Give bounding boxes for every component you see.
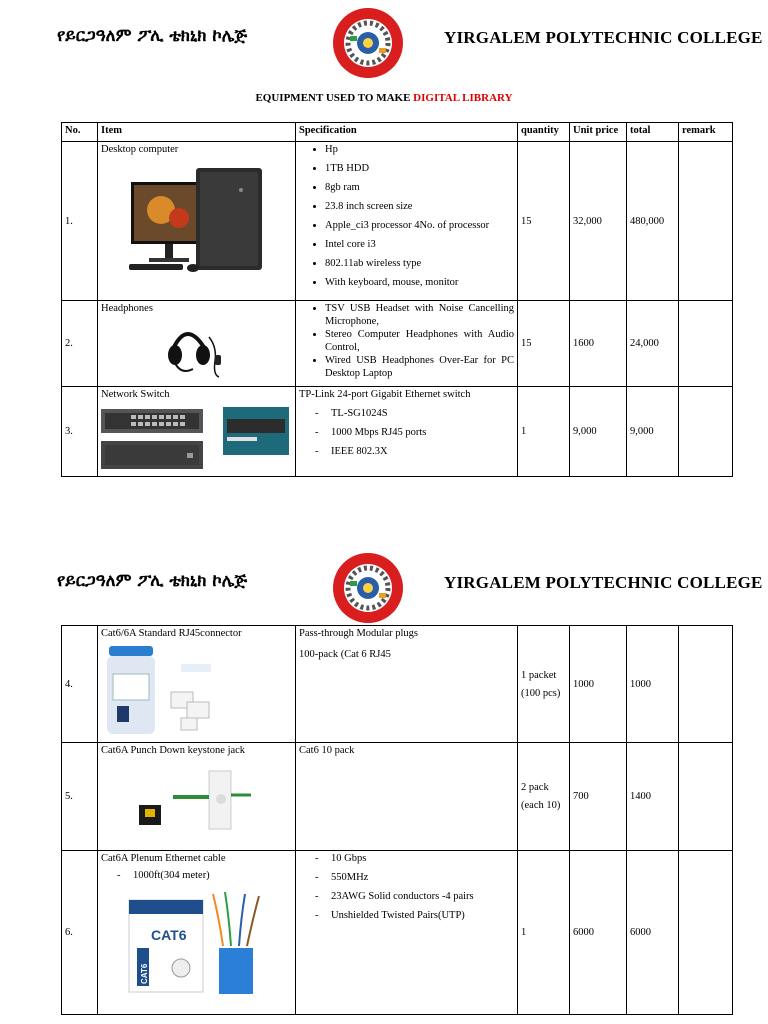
total-cell: 6000 <box>627 851 679 1015</box>
row-number: 5. <box>62 743 98 851</box>
college-logo <box>330 6 406 80</box>
college-name-english: YIRGALEM POLYTECHNIC COLLEGE <box>444 28 763 47</box>
col-header-remark: remark <box>679 123 733 142</box>
remark-cell <box>679 851 733 1015</box>
item-name: Cat6/6A Standard RJ45connector <box>101 628 242 639</box>
college-logo <box>330 551 406 625</box>
spec-item-text: Unshielded Twisted Pairs(UTP) <box>331 910 465 921</box>
quantity-cell: 15 <box>518 301 570 387</box>
specification-cell <box>296 387 518 477</box>
unit-price-cell: 1000 <box>570 626 627 743</box>
spec-item-text: 550MHz <box>331 872 369 883</box>
spec-item: • 1TB HDD <box>325 162 514 175</box>
spec-item <box>315 871 514 884</box>
rj45-connector-image <box>101 644 221 736</box>
spec-item: • 23.8 inch screen size <box>325 200 514 213</box>
unit-price-cell: 1600 <box>570 301 627 387</box>
spec-item-text: 10 Gbps <box>331 853 367 864</box>
spec-item <box>315 426 514 439</box>
table-row <box>62 387 733 477</box>
college-name-english: YIRGALEM POLYTECHNIC COLLEGE <box>444 573 763 592</box>
equipment-table-2 <box>61 625 733 1015</box>
col-header-no: No. <box>62 123 98 142</box>
row-number: 6. <box>62 851 98 1015</box>
cat6-box-label: CAT6 <box>151 927 187 943</box>
item-cell <box>98 851 296 1015</box>
quantity-cell <box>518 626 570 743</box>
row-number: 2. <box>62 301 98 387</box>
table-row <box>62 626 733 743</box>
spec-item-text: IEEE 802.3X <box>331 446 388 457</box>
quantity-line: (each 10) <box>521 800 561 811</box>
quantity-line: 2 pack <box>521 782 549 793</box>
unit-price-cell: 9,000 <box>570 387 627 477</box>
remark-cell <box>679 743 733 851</box>
spec-item: • Hp <box>325 143 514 156</box>
col-header-specification: Specification <box>296 123 518 142</box>
specification-cell <box>296 851 518 1015</box>
total-cell: 1000 <box>627 626 679 743</box>
col-header-quantity: quantity <box>518 123 570 142</box>
keystone-jack-image <box>101 767 271 849</box>
page-title <box>0 92 768 104</box>
spec-title: TP-Link 24-port Gigabit Ethernet switch <box>299 389 471 400</box>
total-cell: 480,000 <box>627 142 679 301</box>
spec-item: • With keyboard, mouse, monitor <box>325 276 514 289</box>
spec-item <box>315 445 514 458</box>
spec-item: • Wired USB Headphones Over-Ear for PC Desktop Laptop <box>325 354 514 380</box>
college-name-amharic: የይርጋዓለም ፖሊ ቴክኒክ ኮሌጅ <box>57 571 248 591</box>
specification-cell <box>296 626 518 743</box>
col-header-item: Item <box>98 123 296 142</box>
total-cell: 9,000 <box>627 387 679 477</box>
spec-item: • Stereo Computer Headphones with Audio Control, <box>325 328 514 354</box>
spec-item-text: TL-SG1024S <box>331 408 388 419</box>
table-row <box>62 142 733 301</box>
row-number: 1. <box>62 142 98 301</box>
equipment-table-1 <box>61 122 733 477</box>
ethernet-cable-box-image <box>101 888 271 996</box>
item-sub-text: 1000ft(304 meter) <box>133 870 210 881</box>
cat6-side-label: CAT6 <box>140 963 149 984</box>
item-cell <box>98 743 296 851</box>
item-cell <box>98 142 296 301</box>
item-name: Cat6A Plenum Ethernet cable <box>101 853 226 864</box>
item-cell <box>98 301 296 387</box>
quantity-line: (100 pcs) <box>521 687 561 699</box>
row-number: 3. <box>62 387 98 477</box>
table-row <box>62 301 733 387</box>
spec-line: 100-pack (Cat 6 RJ45 <box>299 649 391 660</box>
spec-item: • Intel core i3 <box>325 238 514 251</box>
item-name: Network Switch <box>101 389 170 400</box>
quantity-line: 1 packet <box>521 669 557 681</box>
col-header-unit-price: Unit price <box>570 123 627 142</box>
spec-line: Pass-through Modular plugs <box>299 628 418 639</box>
network-switch-image <box>101 405 291 473</box>
headphones-image <box>101 317 271 379</box>
title-highlight: DIGITAL LIBRARY <box>413 92 513 104</box>
spec-item-text: 23AWG Solid conductors -4 pairs <box>331 891 474 902</box>
spec-item: • 802.11ab wireless type <box>325 257 514 270</box>
title-prefix: EQUIPMENT USED TO MAKE <box>255 92 414 104</box>
spec-item: • TSV USB Headset with Noise Cancelling Microphone, <box>325 302 514 328</box>
specification-cell <box>296 301 518 387</box>
item-cell <box>98 626 296 743</box>
remark-cell <box>679 387 733 477</box>
page-header-2 <box>0 545 768 625</box>
spec-item <box>315 407 514 420</box>
table-row <box>62 851 733 1015</box>
spec-item <box>315 890 514 903</box>
quantity-cell: 1 <box>518 387 570 477</box>
table-header-row <box>62 123 733 142</box>
remark-cell <box>679 626 733 743</box>
spec-line: Cat6 10 pack <box>299 745 355 756</box>
item-name: Headphones <box>101 303 153 314</box>
table-row <box>62 743 733 851</box>
college-name-amharic: የይርጋዓለም ፖሊ ቴክኒክ ኮሌጅ <box>57 26 248 46</box>
quantity-cell: 1 <box>518 851 570 1015</box>
spec-item <box>315 909 514 922</box>
page-header-1 <box>0 0 768 80</box>
spec-item-text: 1000 Mbps RJ45 ports <box>331 427 427 438</box>
spec-item: • Apple_ci3 processor 4No. of processor <box>325 219 514 232</box>
item-name: Desktop computer <box>101 144 179 155</box>
unit-price-cell: 32,000 <box>570 142 627 301</box>
spec-item <box>315 852 514 865</box>
specification-cell <box>296 743 518 851</box>
spec-item: • 8gb ram <box>325 181 514 194</box>
item-name: Cat6A Punch Down keystone jack <box>101 745 246 756</box>
quantity-cell <box>518 743 570 851</box>
total-cell: 1400 <box>627 743 679 851</box>
remark-cell <box>679 301 733 387</box>
item-cell <box>98 387 296 477</box>
quantity-cell: 15 <box>518 142 570 301</box>
specification-cell <box>296 142 518 301</box>
unit-price-cell: 700 <box>570 743 627 851</box>
remark-cell <box>679 142 733 301</box>
col-header-total: total <box>627 123 679 142</box>
total-cell: 24,000 <box>627 301 679 387</box>
desktop-computer-image <box>101 160 271 278</box>
unit-price-cell: 6000 <box>570 851 627 1015</box>
row-number: 4. <box>62 626 98 743</box>
item-sub-line <box>117 869 292 882</box>
